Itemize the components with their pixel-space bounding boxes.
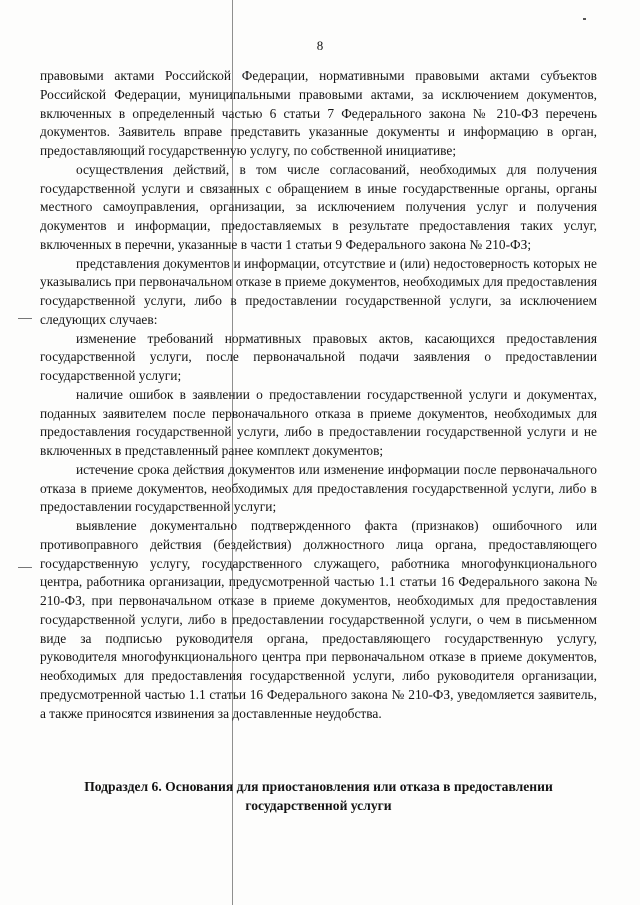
body-text: [40, 67, 597, 723]
page-number: 8: [316, 38, 324, 53]
margin-mark: [18, 567, 32, 568]
section-heading-line: Подраздел 6. Основания для приостановления или отказа в предоставлении: [84, 779, 553, 794]
paragraph: изменение требований нормативных правовых актов, касающихся предоставления государственной услуги, после первоначальной подачи заявления о предоставлении государственной услуги;: [40, 330, 597, 383]
margin-mark: [18, 318, 32, 319]
paragraph: выявление документально подтвержденного факта (признаков) ошибочного или противоправного действия (бездействия) должностного лица органа, предоставляющего государственную услугу, государственного служащего, работника многофункционального центра, работника организации, предусмотренной частью 1.1 статьи 16 Федерального закона № 210-ФЗ, при первоначальном отказе в приеме документов, необходимых для предоставления государственной услуги, либо в предоставлении государственной услуги, о чем в письменном виде за подписью руководителя органа, предоставляющего государственную услугу, руководителя многофункционального центра при первоначальном отказе в приеме документов, необходимых для предоставления государственной услуги, либо руководителя организации, предусмотренной частью 1.1 статьи 16 Федерального закона № 210-ФЗ, уведомляется заявитель, а также приносятся извинения за доставленные неудобства.: [40, 518, 597, 721]
paragraph: осуществления действий, в том числе согласований, необходимых для получения государственной услуги и связанных с обращением в иные государственные органы, органы местного самоуправления, организации, за исключением получения услуг и получения документов и информации, предоставляемых в результате предоставления таких услуг, включенных в перечни, указанные в части 1 статьи 9 Федерального закона № 210-ФЗ;: [40, 161, 597, 252]
paragraph: представления документов и информации, отсутствие и (или) недостоверность которых не указывались при первоначальном отказе в приеме документов, необходимых для предоставления государственной услуги, либо в предоставлении государственной услуги, за исключением следующих случаев:: [40, 255, 597, 327]
section-heading: [40, 778, 597, 815]
scan-speck: [583, 18, 586, 20]
section-heading-line: государственной услуги: [245, 797, 392, 813]
paragraph: истечение срока действия документов или изменение информации после первоначального отказа в приеме документов, необходимых для предоставления государственной услуги, либо в предоставлении государственной услуги;: [40, 461, 597, 515]
paragraph: наличие ошибок в заявлении о предоставлении государственной услуги и документах, поданных заявителем после первоначального отказа в приеме документов, необходимых для предоставления государственной услуги, либо в предоставлении государственной услуги и не включенных в представленный ранее комплект документов;: [40, 386, 597, 458]
paragraph: правовыми актами Российской Федерации, нормативными правовыми актами субъектов Российской Федерации, муниципальными правовыми актами, за исключением документов, включенных в определенный частью 6 статьи 7 Федерального закона № 210-ФЗ перечень документов. Заявитель вправе представить указанные документы и информацию в орган, предоставляющий государственную услугу, по собственной инициативе;: [40, 68, 597, 158]
